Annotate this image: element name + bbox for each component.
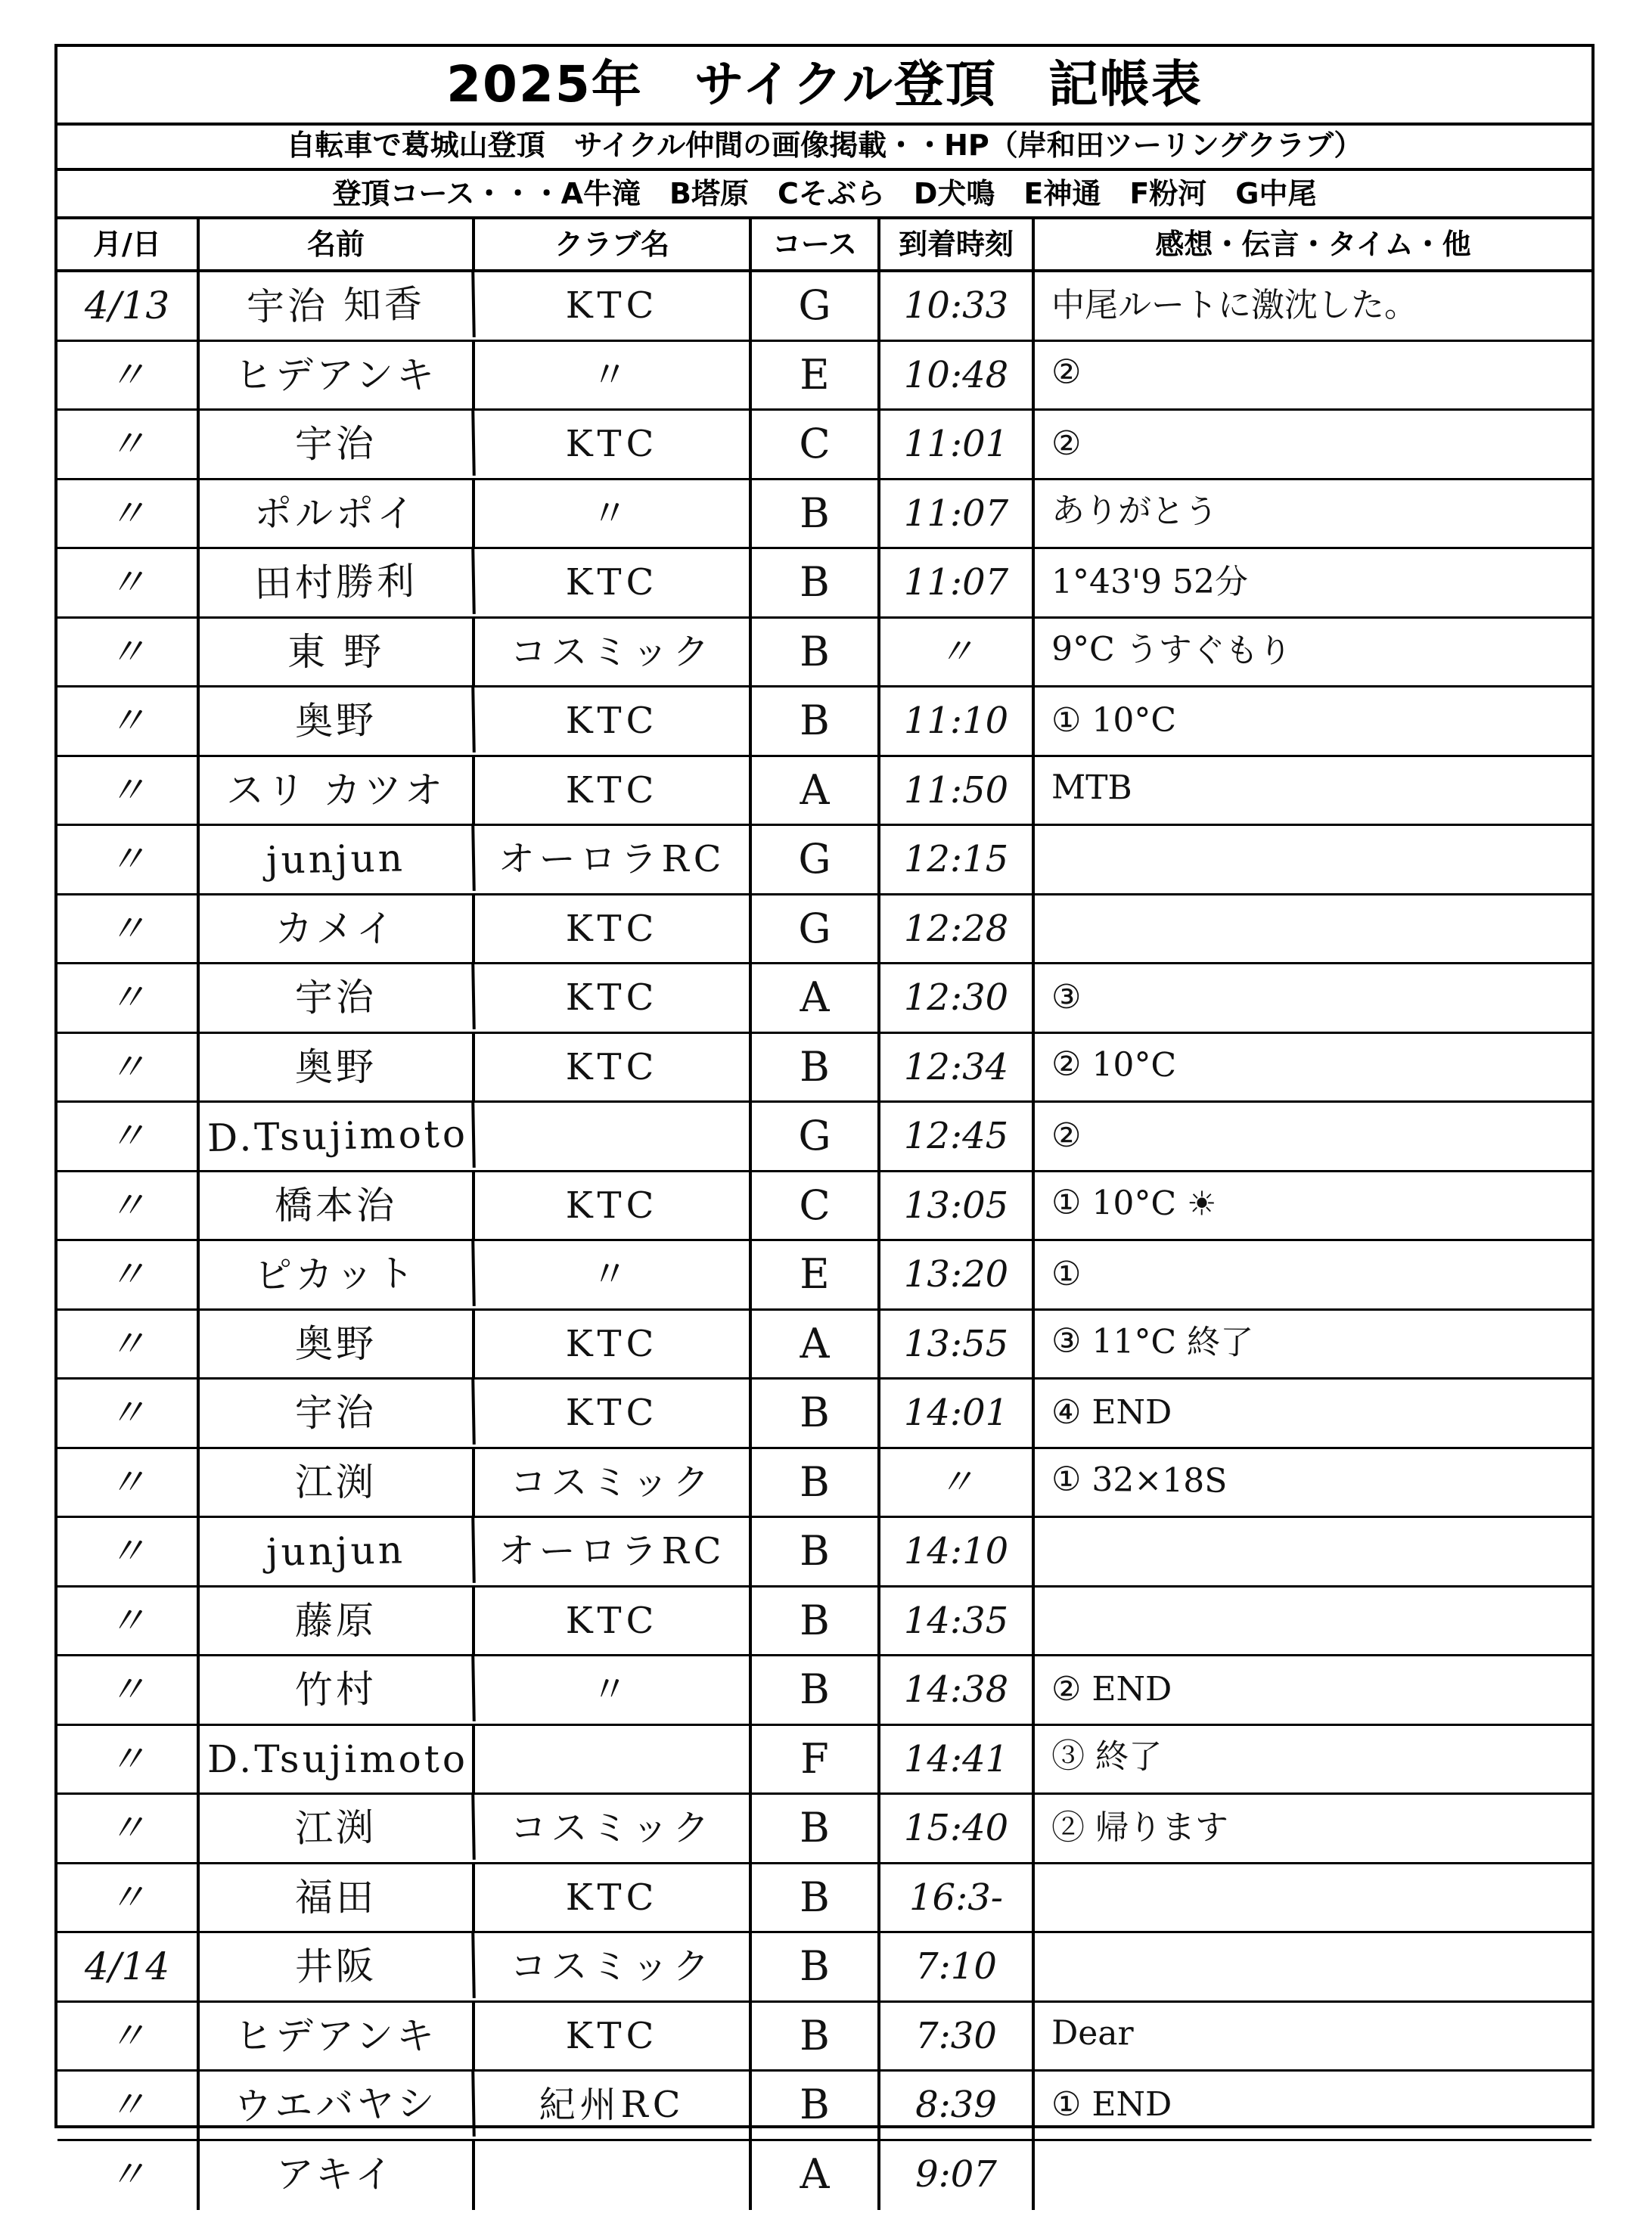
- cell-name: 藤原: [200, 1588, 475, 1655]
- table-row: [57, 757, 1591, 827]
- cell-note: [1035, 892, 1592, 965]
- cell-course: A: [752, 2141, 880, 2211]
- cell-name: ウエバヤシ: [199, 2069, 475, 2141]
- cell-name: 福田: [200, 1864, 475, 1932]
- table-body: [57, 272, 1591, 2198]
- cell-date: 〃: [57, 342, 200, 409]
- table-row: [57, 826, 1591, 895]
- cell-time: 12:45: [880, 1103, 1035, 1170]
- cell-time: 13:20: [880, 1241, 1035, 1308]
- cell-name: junjun: [199, 824, 475, 895]
- cell-note: ②: [1051, 1116, 1082, 1155]
- table-row: [57, 2072, 1591, 2141]
- cell-time: 7:30: [880, 2003, 1035, 2070]
- cell-time: 15:40: [880, 1795, 1035, 1862]
- cell-date: 〃: [57, 895, 200, 963]
- cell-date: 〃: [57, 826, 200, 893]
- cell-note: ③: [1051, 978, 1082, 1016]
- cell-name: 江渕: [200, 1449, 475, 1516]
- table-row: [57, 1588, 1591, 1657]
- table-row: [57, 549, 1591, 619]
- cell-date: 〃: [57, 1034, 200, 1101]
- table-row: [57, 895, 1591, 965]
- cell-course: B: [752, 1588, 880, 1655]
- cell-course: A: [752, 757, 880, 824]
- cell-club: オーロラRC: [475, 1518, 752, 1585]
- cell-course: G: [752, 272, 880, 340]
- table-row: [57, 1933, 1591, 2003]
- table-row: [57, 1380, 1591, 1449]
- cell-club: KTC: [475, 964, 752, 1032]
- cell-club: KTC: [475, 1034, 752, 1101]
- cell-course: F: [752, 1726, 880, 1793]
- cell-note: ① END: [1051, 2085, 1172, 2124]
- cell-course: B: [752, 687, 880, 755]
- cell-time: 10:33: [880, 272, 1035, 340]
- cell-date: 〃: [57, 1449, 200, 1516]
- cell-date: 〃: [57, 1726, 200, 1793]
- cell-club: 〃: [475, 342, 752, 409]
- cell-course: A: [752, 1311, 880, 1378]
- cell-date: 〃: [57, 1795, 200, 1862]
- cell-name: ピカット: [199, 1239, 475, 1311]
- cell-note: ② 10°C: [1051, 1044, 1177, 1085]
- table-row: [57, 1518, 1591, 1588]
- cell-note: Dear: [1051, 2013, 1134, 2053]
- cell-time: 11:50: [880, 757, 1035, 824]
- cell-time: 16:3-: [880, 1864, 1035, 1932]
- cell-date: 〃: [57, 2003, 200, 2070]
- table-row: [57, 1241, 1591, 1311]
- cell-note: ① 10°C ☀: [1051, 1182, 1217, 1224]
- cell-note: 1°43'9 52分: [1051, 563, 1249, 601]
- cell-course: B: [752, 1034, 880, 1101]
- cell-club: 〃: [475, 480, 752, 548]
- cell-course: G: [752, 895, 880, 963]
- cell-name: 橋本治: [200, 1172, 475, 1240]
- table-row: [57, 480, 1591, 550]
- table-row: [57, 619, 1591, 688]
- table-row: [57, 1656, 1591, 1726]
- cell-course: B: [752, 1864, 880, 1932]
- cell-club: 〃: [475, 1656, 752, 1724]
- cell-course: B: [752, 2072, 880, 2139]
- header-date: 月/日: [57, 219, 200, 269]
- cell-name: D.Tsujimoto: [200, 1726, 475, 1793]
- cell-course: C: [752, 1172, 880, 1240]
- subtitle-courses: 登頂コース・・・A牛滝 B塔原 Cそぶら D犬鳴 E神通 F粉河 G中尾: [57, 171, 1591, 219]
- cell-note: [1035, 1861, 1592, 1934]
- cell-club: KTC: [475, 1588, 752, 1655]
- table-row: [57, 1172, 1591, 1242]
- cell-note: ② END: [1051, 1670, 1172, 1709]
- cell-date: 〃: [57, 411, 200, 478]
- cell-club: KTC: [475, 2003, 752, 2070]
- cell-note: ③ 終了: [1051, 1736, 1163, 1777]
- cell-club: KTC: [475, 1380, 752, 1447]
- cell-course: B: [752, 480, 880, 548]
- cell-name: 井阪: [199, 1931, 475, 2003]
- cell-time: 12:34: [880, 1034, 1035, 1101]
- header-name: 名前: [200, 219, 475, 269]
- cell-club: 〃: [475, 1241, 752, 1308]
- cell-time: 12:30: [880, 964, 1035, 1032]
- cell-course: B: [752, 1795, 880, 1862]
- cell-date: 〃: [57, 1172, 200, 1240]
- cell-course: B: [752, 1518, 880, 1585]
- cell-club: KTC: [475, 549, 752, 616]
- cell-date: 〃: [57, 2072, 200, 2139]
- table-row: [57, 1103, 1591, 1172]
- cell-date: 4/14: [57, 1933, 200, 2000]
- cell-course: B: [752, 619, 880, 686]
- page-title: 2025年 サイクル登頂 記帳表: [57, 47, 1591, 126]
- cell-course: B: [752, 549, 880, 616]
- cell-name: 奥野: [199, 685, 475, 757]
- cell-note: 9°C うすぐもり: [1051, 629, 1292, 671]
- cell-note: MTB: [1051, 767, 1133, 807]
- cell-time: 14:38: [880, 1656, 1035, 1724]
- cell-course: B: [752, 2003, 880, 2070]
- header-note: 感想・伝言・タイム・他: [1155, 228, 1471, 261]
- cell-note: ② 帰ります: [1051, 1808, 1228, 1847]
- cell-date: 〃: [57, 1656, 200, 1724]
- cell-club: KTC: [475, 1311, 752, 1378]
- table-row: [57, 1449, 1591, 1519]
- cell-date: 〃: [57, 1588, 200, 1655]
- cell-date: 〃: [57, 549, 200, 616]
- cell-date: 4/13: [57, 272, 200, 340]
- cell-name: アキイ: [200, 2141, 475, 2211]
- cell-name: ヒデアンキ: [200, 342, 475, 409]
- cell-club: KTC: [475, 687, 752, 755]
- cell-note: ありがとう: [1051, 490, 1219, 532]
- subtitle-info: 自転車で葛城山登頂 サイクル仲間の画像掲載・・HP（岸和田ツーリングクラブ）: [57, 123, 1591, 171]
- cell-name: 奥野: [200, 1311, 475, 1378]
- cell-course: G: [752, 1103, 880, 1170]
- cell-course: C: [752, 411, 880, 478]
- cell-club: 紀州RC: [475, 2072, 752, 2139]
- cell-date: 〃: [57, 2141, 200, 2211]
- cell-note: [1035, 1518, 1591, 1585]
- cell-club: KTC: [475, 895, 752, 963]
- cell-course: B: [752, 1380, 880, 1447]
- cell-name: 田村勝利: [199, 547, 475, 619]
- cell-club: [475, 1103, 752, 1170]
- cell-date: 〃: [57, 1380, 200, 1447]
- cell-club: [475, 1726, 752, 1793]
- cell-date: 〃: [57, 1311, 200, 1378]
- cell-name: 宇治 知香: [199, 270, 475, 342]
- cell-name: 宇治: [199, 962, 475, 1034]
- cell-note: ②: [1051, 424, 1082, 463]
- cell-club: コスミック: [475, 1795, 752, 1862]
- cell-club: コスミック: [475, 1449, 752, 1516]
- cell-time: 12:28: [880, 895, 1035, 963]
- cell-note: ①: [1051, 1255, 1082, 1293]
- table-row: [57, 272, 1591, 342]
- cell-date: 〃: [57, 687, 200, 755]
- cell-time: 11:07: [880, 480, 1035, 548]
- cell-date: 〃: [57, 1518, 200, 1585]
- table-row: [57, 964, 1591, 1034]
- cell-name: スリ カツオ: [200, 757, 475, 824]
- cell-time: 11:01: [880, 411, 1035, 478]
- cell-date: 〃: [57, 480, 200, 548]
- cell-time: 7:10: [880, 1933, 1035, 2000]
- table-row: [57, 2003, 1591, 2072]
- cell-course: B: [752, 1656, 880, 1724]
- cell-club: コスミック: [475, 619, 752, 686]
- cell-time: 8:39: [880, 2072, 1035, 2139]
- cell-course: B: [752, 1933, 880, 2000]
- cell-date: 〃: [57, 964, 200, 1032]
- cell-club: [475, 2141, 752, 2211]
- cell-course: E: [752, 1241, 880, 1308]
- cell-date: 〃: [57, 1103, 200, 1170]
- cell-club: KTC: [475, 411, 752, 478]
- cell-date: 〃: [57, 1864, 200, 1932]
- cell-name: junjun: [199, 1516, 475, 1588]
- cell-note: [1035, 1584, 1592, 1657]
- cell-time: 14:41: [880, 1726, 1035, 1793]
- cell-name: ポルポイ: [200, 480, 475, 548]
- table-row: [57, 1726, 1591, 1796]
- cell-course: E: [752, 342, 880, 409]
- cell-note: ②: [1051, 352, 1082, 392]
- table-row: [57, 1034, 1591, 1103]
- cell-name: 宇治: [199, 408, 475, 480]
- log-sheet: [54, 44, 1595, 2198]
- table-row: [57, 1864, 1591, 1934]
- cell-club: KTC: [475, 1172, 752, 1240]
- cell-club: KTC: [475, 757, 752, 824]
- cell-time: 14:10: [880, 1518, 1035, 1585]
- table-row: [57, 1795, 1591, 1864]
- cell-time: 13:55: [880, 1311, 1035, 1378]
- cell-time: 〃: [880, 1449, 1035, 1516]
- cell-time: 11:10: [880, 687, 1035, 755]
- cell-name: カメイ: [200, 895, 475, 963]
- header-time: 到着時刻: [880, 219, 1035, 269]
- table-header: [57, 219, 1591, 272]
- cell-club: KTC: [475, 1864, 752, 1932]
- cell-time: 14:01: [880, 1380, 1035, 1447]
- cell-note: ④ END: [1051, 1393, 1172, 1432]
- cell-note: 中尾ルートに激沈した。: [1051, 286, 1418, 324]
- cell-time: 9:07: [880, 2141, 1035, 2211]
- cell-time: 12:15: [880, 826, 1035, 893]
- cell-name: 奥野: [200, 1034, 475, 1101]
- table-row: [57, 342, 1591, 411]
- cell-name: ヒデアンキ: [200, 2003, 475, 2070]
- cell-time: 14:35: [880, 1588, 1035, 1655]
- cell-note: [1035, 2138, 1592, 2213]
- table-row: [57, 2141, 1591, 2211]
- cell-course: B: [752, 1449, 880, 1516]
- cell-time: 13:05: [880, 1172, 1035, 1240]
- cell-name: 江渕: [199, 1792, 475, 1864]
- cell-time: 10:48: [880, 342, 1035, 409]
- table-row: [57, 411, 1591, 480]
- cell-name: 竹村: [199, 1654, 475, 1726]
- cell-name: 宇治: [199, 1377, 475, 1449]
- cell-note: ① 32×18S: [1051, 1459, 1228, 1501]
- cell-date: 〃: [57, 619, 200, 686]
- table-row: [57, 687, 1591, 757]
- cell-course: A: [752, 964, 880, 1032]
- table-row: [57, 1311, 1591, 1380]
- cell-club: コスミック: [475, 1933, 752, 2000]
- cell-time: 11:07: [880, 549, 1035, 616]
- cell-note: [1035, 1933, 1591, 2000]
- header-club: クラブ名: [475, 219, 752, 269]
- cell-club: KTC: [475, 272, 752, 340]
- cell-name: D.Tsujimoto: [199, 1100, 475, 1172]
- cell-note: [1035, 826, 1591, 893]
- cell-note: ① 10°C: [1051, 701, 1177, 740]
- cell-note: ③ 11°C 終了: [1051, 1321, 1254, 1362]
- cell-name: 東 野: [200, 619, 475, 686]
- cell-course: G: [752, 826, 880, 893]
- cell-date: 〃: [57, 1241, 200, 1308]
- cell-date: 〃: [57, 757, 200, 824]
- header-course: コース: [752, 219, 880, 269]
- cell-time: 〃: [880, 619, 1035, 686]
- cell-club: オーロラRC: [475, 826, 752, 893]
